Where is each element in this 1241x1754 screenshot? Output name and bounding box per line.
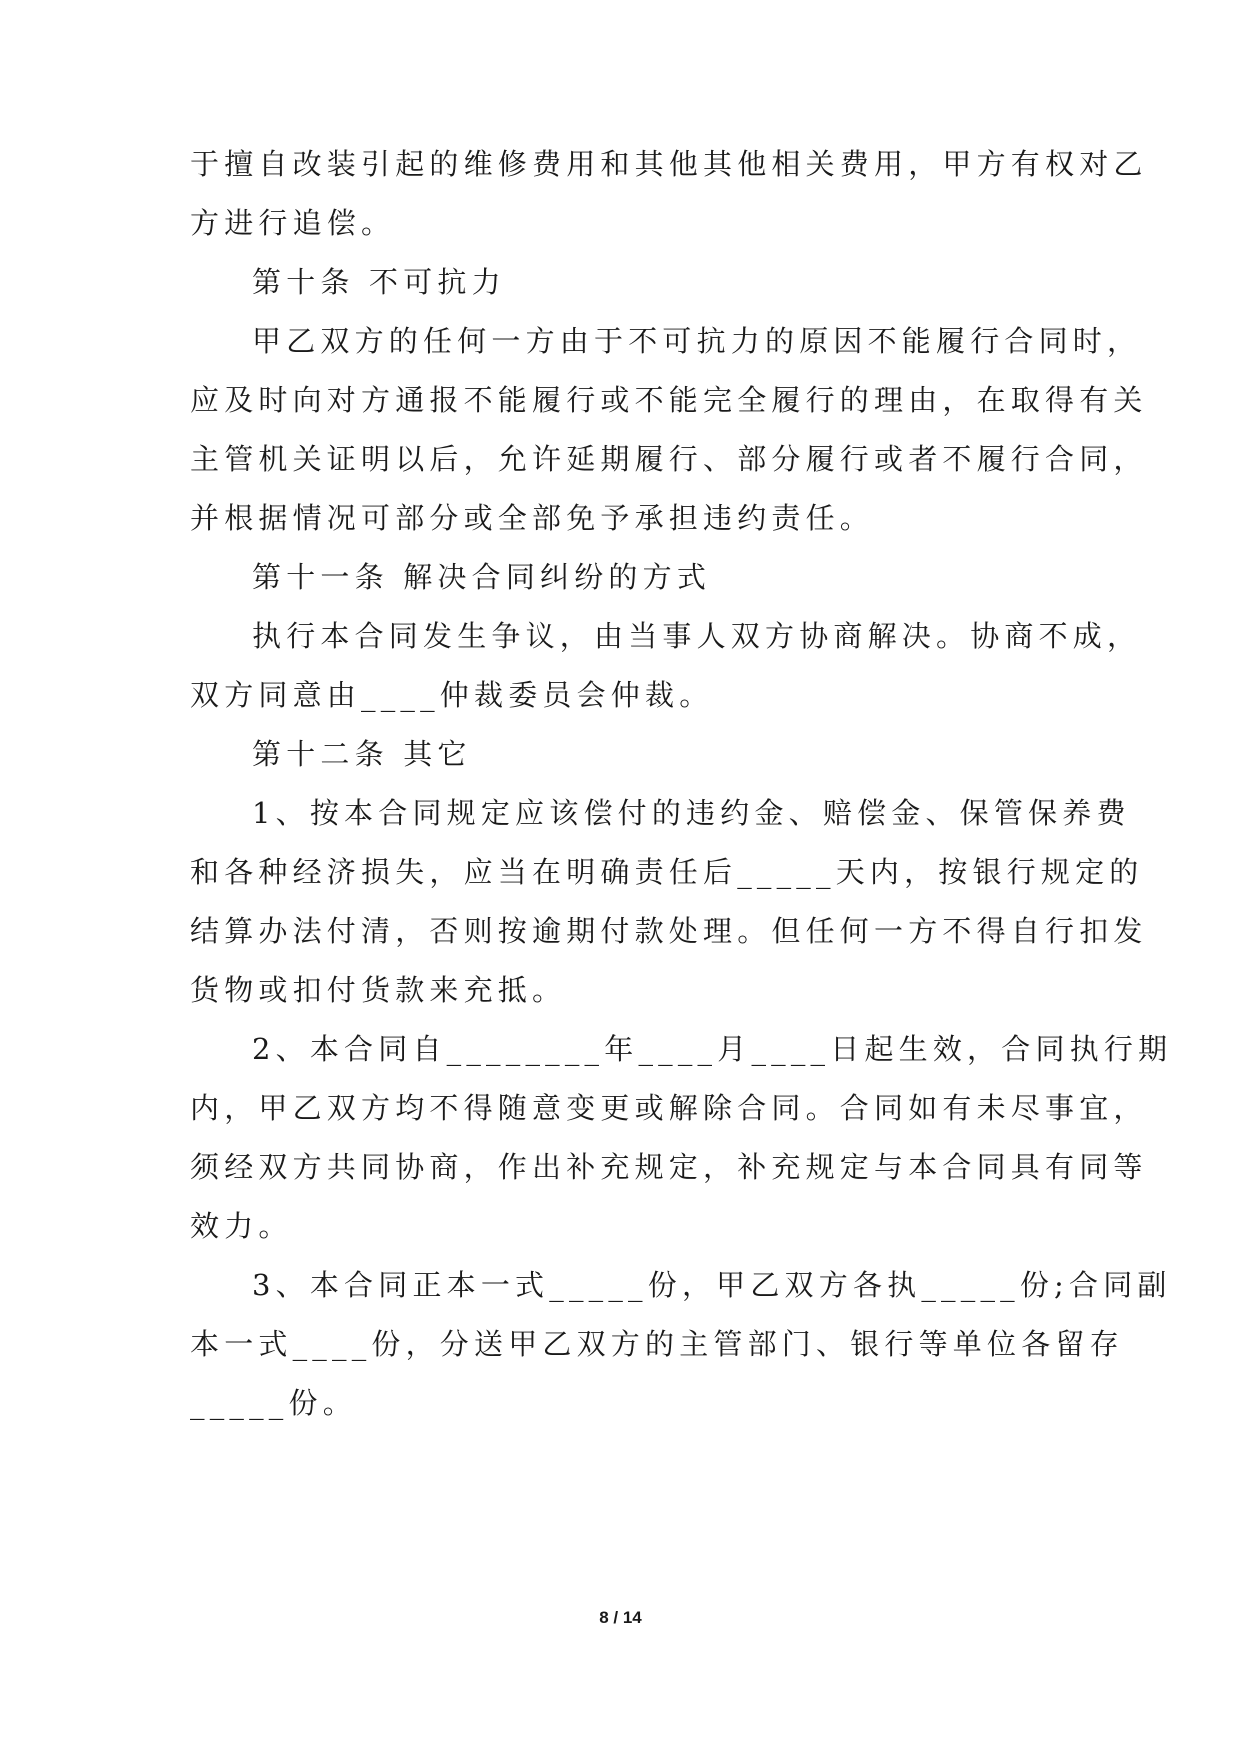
article-heading: 第十条 不可抗力: [252, 265, 506, 299]
body-text-line: 货物或扣付货款来充抵。: [190, 973, 567, 1007]
body-text-line: 2、本合同自________年____月____日起生效，合同执行期: [252, 1032, 1173, 1066]
body-text-line: 主管机关证明以后，允许延期履行、部分履行或者不履行合同，: [190, 442, 1148, 476]
body-text-line: 双方同意由____仲裁委员会仲裁。: [190, 678, 714, 712]
body-text-line: _____份。: [190, 1386, 357, 1420]
body-text-line: 方进行追偿。: [190, 206, 396, 240]
body-text-line: 本一式____份，分送甲乙双方的主管部门、银行等单位各留存: [190, 1327, 1124, 1361]
body-text-line: 效力。: [190, 1209, 293, 1243]
body-text-line: 内，甲乙双方均不得随意变更或解除合同。合同如有未尽事宜，: [190, 1091, 1148, 1125]
body-text-line: 执行本合同发生争议，由当事人双方协商解决。协商不成，: [252, 619, 1142, 653]
body-text-line: 3、本合同正本一式_____份，甲乙双方各执_____份;合同副: [252, 1268, 1172, 1302]
body-text-line: 于擅自改装引起的维修费用和其他其他相关费用，甲方有权对乙: [190, 147, 1148, 181]
body-text-line: 须经双方共同协商，作出补充规定，补充规定与本合同具有同等: [190, 1150, 1148, 1184]
body-text-line: 和各种经济损失，应当在明确责任后_____天内，按银行规定的: [190, 855, 1144, 889]
body-text-line: 甲乙双方的任何一方由于不可抗力的原因不能履行合同时，: [252, 324, 1142, 358]
article-heading: 第十一条 解决合同纠纷的方式: [252, 560, 712, 594]
body-text-line: 并根据情况可部分或全部免予承担违约责任。: [190, 501, 875, 535]
body-text-line: 1、按本合同规定应该偿付的违约金、赔偿金、保管保养费: [252, 796, 1131, 830]
body-text-line: 应及时向对方通报不能履行或不能完全履行的理由，在取得有关: [190, 383, 1148, 417]
article-heading: 第十二条 其它: [252, 737, 472, 771]
body-text-line: 结算办法付清，否则按逾期付款处理。但任何一方不得自行扣发: [190, 914, 1148, 948]
page-number: 8 / 14: [599, 1608, 642, 1627]
